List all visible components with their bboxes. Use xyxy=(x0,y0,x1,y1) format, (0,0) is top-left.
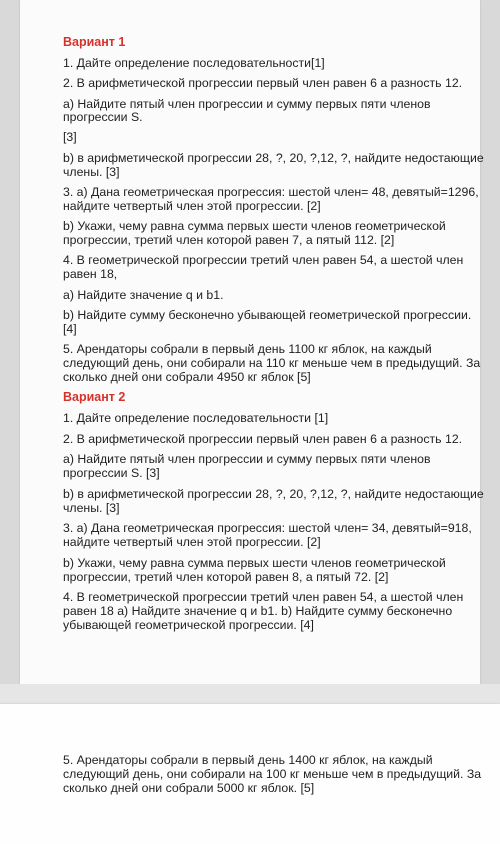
v1-line: 1. Дайте определение последовательности[1] xyxy=(63,56,325,70)
v1-line: [4] xyxy=(63,322,77,336)
v2-line: члены. [3] xyxy=(63,501,120,515)
page-gap xyxy=(0,684,500,704)
v1-line: прогрессии, третий член которой равен 7, а пятый 112. [2] xyxy=(63,233,395,247)
v2-line: равен 18 а) Найдите значение q и b1. b) Найдите сумму бесконечно xyxy=(63,604,453,618)
v1-line: b) в арифметической прогрессии 28, ?, 20, ?,12, ?, найдите недостающие xyxy=(63,151,484,165)
v1-line: 3. а) Дана геометрическая прогрессия: шестой член= 48, девятый=1296, xyxy=(63,185,479,199)
v1-line: b) Укажи, чему равна сумма первых шести членов геометрической xyxy=(63,219,446,233)
task-5-line: сколько дней они собрали 5000 кг яблок. [5] xyxy=(63,781,315,795)
v1-line: а) Найдите пятый член прогрессии и сумму первых пяти членов xyxy=(63,97,431,111)
v2-line: убывающей геометрической прогрессии. [4] xyxy=(63,618,314,632)
v2-line: 1. Дайте определение последовательности [1] xyxy=(63,411,329,425)
v2-line: b) Укажи, чему равна сумма первых шести членов геометрической xyxy=(63,556,446,570)
v1-line: [3] xyxy=(63,130,77,144)
v1-line: 5. Арендаторы собрали в первый день 1100 кг яблок, на каждый xyxy=(63,342,432,356)
v1-line: 2. В арифметической прогрессии первый член равен 6 а разность 12. xyxy=(63,76,463,90)
v2-line: прогрессии S. [3] xyxy=(63,466,160,480)
v2-line: 2. В арифметической прогрессии первый член равен 6 а разность 12. xyxy=(63,432,463,446)
v2-line: а) Найдите пятый член прогрессии и сумму первых пяти членов xyxy=(63,452,431,466)
variant-1-title: Вариант 1 xyxy=(63,35,126,49)
v1-line: сколько дней они собрали 4950 кг яблок [5] xyxy=(63,370,311,384)
v2-line: 3. а) Дана геометрическая прогрессия: шестой член= 34, девятый=918, xyxy=(63,521,472,535)
task-5-line: следующий день, они собирали на 100 кг меньше чем в предыдущий. За xyxy=(63,767,482,781)
v2-line: 4. В геометрической прогрессии третий член равен 54, а шестой член xyxy=(63,590,464,604)
v1-line: равен 18, xyxy=(63,267,118,281)
v1-line: а) Найдите значение q и b1. xyxy=(63,288,224,302)
v2-line: найдите четвертый член этой прогрессии. [2] xyxy=(63,535,321,549)
v1-line: найдите четвертый член этой прогрессии. [2] xyxy=(63,199,321,213)
v1-line: 4. В геометрической прогрессии третий член равен 54, а шестой член xyxy=(63,253,464,267)
v1-line: b) Найдите сумму бесконечно убывающей геометрической прогрессии. xyxy=(63,308,472,322)
task-5-line: 5. Арендаторы собрали в первый день 1400 кг яблок, на каждый xyxy=(63,753,433,767)
v2-line: b) в арифметической прогрессии 28, ?, 20, ?,12, ?, найдите недостающие xyxy=(63,487,484,501)
variant-2-title: Вариант 2 xyxy=(63,390,126,404)
v1-line: члены. [3] xyxy=(63,165,120,179)
v2-line: прогрессии, третий член которой равен 8, а пятый 72. [2] xyxy=(63,570,389,584)
v1-line: прогрессии S. xyxy=(63,110,143,124)
v1-line: следующий день, они собирали на 110 кг меньше чем в предыдущий. За xyxy=(63,356,481,370)
